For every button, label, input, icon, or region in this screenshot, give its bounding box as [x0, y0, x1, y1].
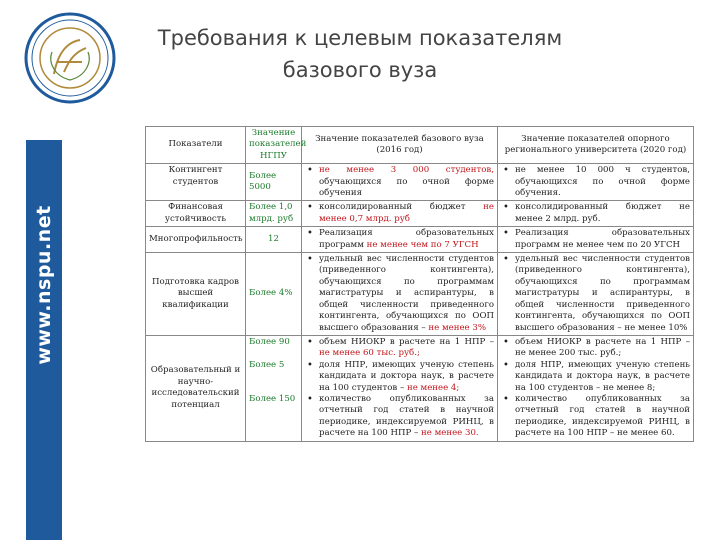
base-highlight: не менее чем по 7 УГСН: [366, 239, 479, 250]
title-line-1: Требования к целевым показателям: [157, 26, 563, 50]
header-indicators: Показатели: [146, 127, 246, 164]
site-url[interactable]: www.nspu.net: [33, 205, 55, 365]
table-header-row: [146, 127, 694, 164]
table-row: [146, 335, 694, 441]
page-title: [150, 22, 570, 86]
row-name: Контингент студентов: [146, 164, 246, 201]
base-text: доля НПР, имеющих ученую степень кандидата и доктора наук, в расчете на 100 студентов –: [319, 359, 494, 393]
row-name: Финансовая устойчивость: [146, 201, 246, 227]
hub-text: • удельный вес численности студентов (приведенного контингента), обучающихся по программам магистратуры и аспирантуры, в общей численности приведенного контингента, обучающихся по ООП высшего образования – не менее 10%: [501, 254, 690, 334]
base-text: консолидированный бюджет: [319, 202, 484, 213]
base-text: удельный вес численности студентов (приведенного контингента), обучающихся по программам магистратуры и аспирантуры, в общей численности приведенного контингента, обучающихся по ООП высшего образования –: [319, 254, 494, 333]
hub-value-cell: [498, 335, 694, 441]
row-value: Более 1,0 млрд. руб: [246, 201, 302, 227]
university-logo-icon: [24, 12, 116, 104]
hub-value-cell: [498, 164, 694, 201]
row-values: [246, 335, 302, 441]
hub-value-cell: [498, 201, 694, 227]
base-highlight: не менее 3 000 студентов,: [319, 165, 494, 176]
hub-value-cell: [498, 227, 694, 253]
table-row: [146, 201, 694, 227]
row-value-a: Более 90: [249, 336, 290, 347]
hub-text: • количество опубликованных за отчетный год статей в научной периодике, индексируемой РИНЦ, в расчете на 100 НПР – не менее 60.: [501, 394, 690, 440]
base-text: количество опубликованных за отчетный год статей в научной периодике, индексируемой РИНЦ, в расчете на 100 НПР –: [319, 393, 494, 439]
row-value: 12: [246, 227, 302, 253]
table-row: [146, 164, 694, 201]
base-value-cell: [302, 201, 498, 227]
row-value-c: Более 150: [249, 393, 296, 404]
base-highlight: не менее 30.: [421, 428, 479, 439]
base-value-cell: [302, 335, 498, 441]
base-text: обучающихся по очной форме обучения: [319, 176, 494, 199]
title-line-2: базового вуза: [282, 58, 438, 82]
table-row: [146, 227, 694, 253]
base-value-cell: [302, 164, 498, 201]
requirements-table: [145, 126, 694, 442]
base-highlight: не менее 0,7 млрд. руб: [319, 202, 494, 224]
header-base-university: Значение показателей базового вуза (2016 год): [302, 127, 498, 164]
row-name: Образовательный и научно-исследовательский потенциал: [146, 335, 246, 441]
hub-text-b: обучающихся по очной форме обучения.: [515, 176, 690, 199]
base-value-cell: [302, 253, 498, 336]
base-highlight: не менее 60 тыс. руб.;: [319, 348, 420, 359]
table-row: [146, 253, 694, 336]
row-name: Подготовка кадров высшей квалификации: [146, 253, 246, 336]
hub-text: • доля НПР, имеющих ученую степень кандидата и доктора наук, в расчете на 100 студентов – не менее 8;: [501, 360, 690, 394]
hub-text: • объем НИОКР в расчете на 1 НПР – не менее 200 тыс. руб.;: [501, 337, 690, 360]
row-value: Более 5000: [246, 164, 302, 201]
row-name: Многопрофильность: [146, 227, 246, 253]
base-text: Реализация образовательных программ: [319, 228, 494, 250]
hub-text: • Реализация образовательных программ не менее чем по 20 УГСН: [501, 228, 690, 251]
hub-text-a: не менее 10 000 ч студентов,: [515, 165, 690, 176]
base-highlight: не менее 3%: [428, 322, 487, 333]
row-value: Более 4%: [246, 253, 302, 336]
hub-value-cell: [498, 253, 694, 336]
base-text: объем НИОКР в расчете на 1 НПР –: [319, 336, 494, 347]
row-value-b: Более 5: [249, 360, 285, 371]
base-value-cell: [302, 227, 498, 253]
base-highlight: не менее 4;: [406, 382, 460, 393]
header-hub-university: Значение показателей опорного регионального университета (2020 год): [498, 127, 694, 164]
header-nspu-values: Значение показателей НГПУ: [246, 127, 302, 164]
hub-text: • консолидированный бюджет не менее 2 млрд. руб.: [501, 202, 690, 225]
